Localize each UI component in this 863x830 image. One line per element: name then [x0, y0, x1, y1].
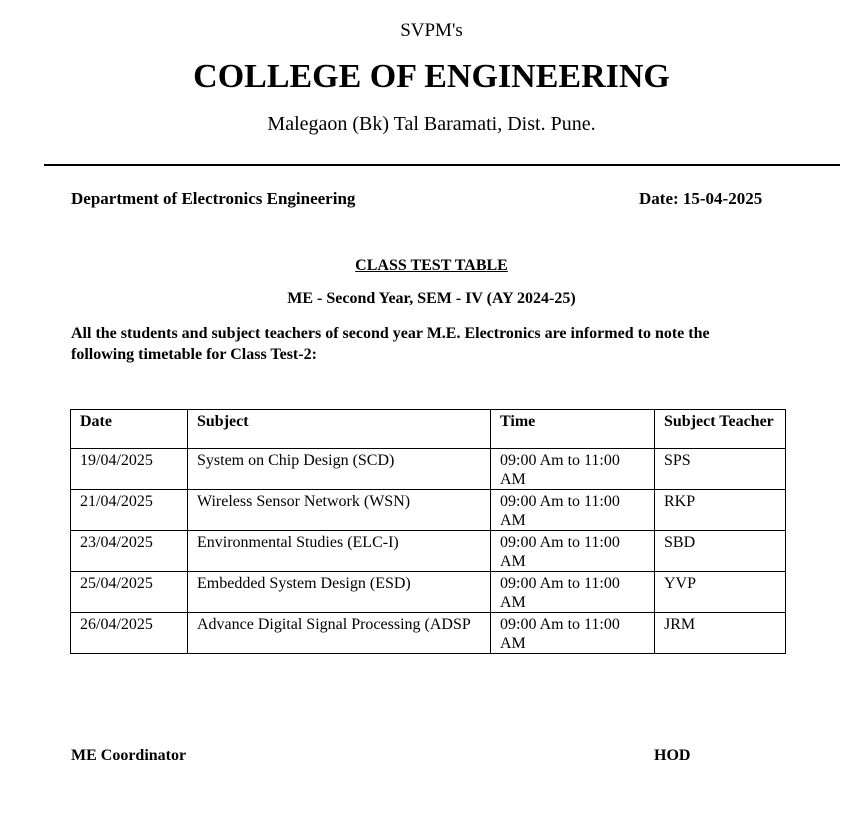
college-address: Malegaon (Bk) Tal Baramati, Dist. Pune. [267, 113, 596, 135]
header-teacher: Subject Teacher [655, 410, 786, 449]
cell-date: 25/04/2025 [71, 572, 188, 613]
cell-date: 19/04/2025 [71, 449, 188, 490]
cell-subject: Environmental Studies (ELC-I) [188, 531, 491, 572]
document-title-text: CLASS TEST TABLE [355, 257, 508, 274]
cell-time: 09:00 Am to 11:00 AM [491, 531, 655, 572]
cell-subject: Advance Digital Signal Processing (ADSP [188, 613, 491, 654]
cell-time: 09:00 Am to 11:00 AM [491, 572, 655, 613]
cell-subject: Wireless Sensor Network (WSN) [188, 490, 491, 531]
signature-me-coordinator: ME Coordinator [71, 747, 187, 764]
cell-teacher: RKP [655, 490, 786, 531]
notice-text: All the students and subject teachers of second year M.E. Electronics are informed to note the following timetable for Class Test-2: [71, 325, 710, 363]
cell-date: 23/04/2025 [71, 531, 188, 572]
cell-teacher: SBD [655, 531, 786, 572]
society-name: SVPM's [400, 20, 463, 41]
class-test-table [70, 409, 786, 654]
cell-subject: Embedded System Design (ESD) [188, 572, 491, 613]
cell-date: 26/04/2025 [71, 613, 188, 654]
cell-teacher: YVP [655, 572, 786, 613]
table-row [71, 572, 786, 613]
college-name: COLLEGE OF ENGINEERING [193, 58, 670, 95]
table-row [71, 449, 786, 490]
table-row [71, 490, 786, 531]
table-header-row [71, 410, 786, 449]
cell-date: 21/04/2025 [71, 490, 188, 531]
table-row [71, 531, 786, 572]
header-date: Date [71, 410, 188, 449]
header-time: Time [491, 410, 655, 449]
department-name: Department of Electronics Engineering [71, 189, 356, 208]
document-subtitle: ME - Second Year, SEM - IV (AY 2024-25) [287, 290, 576, 307]
header-subject: Subject [188, 410, 491, 449]
table-row [71, 613, 786, 654]
signature-hod: HOD [654, 747, 691, 764]
header-divider [44, 164, 840, 166]
cell-time: 09:00 Am to 11:00 AM [491, 449, 655, 490]
cell-teacher: JRM [655, 613, 786, 654]
cell-subject: System on Chip Design (SCD) [188, 449, 491, 490]
cell-teacher: SPS [655, 449, 786, 490]
document-date: Date: 15-04-2025 [639, 189, 763, 208]
document-title [0, 257, 863, 275]
cell-time: 09:00 Am to 11:00 AM [491, 613, 655, 654]
cell-time: 09:00 Am to 11:00 AM [491, 490, 655, 531]
